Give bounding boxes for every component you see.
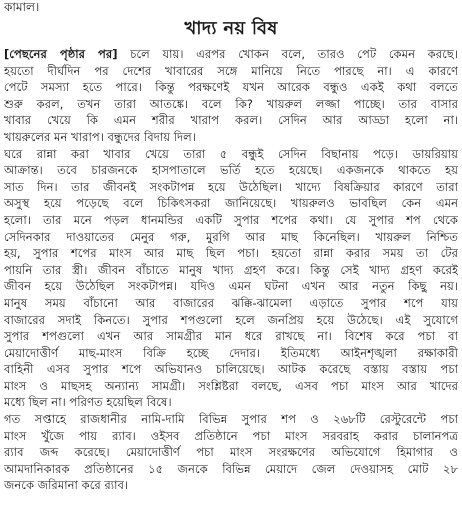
article-line: মাংস ও মাছসহ অন্যান্য সামগ্রী। সংশ্লিষ্টরা বলছে, এসব পচা মাংস আর খাদের — [4, 378, 458, 393]
article-line: হয়তো দীর্ঘদিন পর দেশের খাবারের সঙ্গে মানিয়ে নিতে পারছে না। এ কারণে — [4, 63, 458, 78]
article-line: মেয়াদোত্তীর্ণ মাছ-মাংস বিক্রি হচ্ছে দেদার। ইতিমধ্যে আইনশৃঙ্খলা রক্ষাকারী — [4, 345, 458, 360]
article-line: সাত দিন। তার জীবনই সংকটাপন্ন হয়ে উঠেছিল। খাদ্যে বিষক্রিয়ার কারণে তারা — [4, 179, 458, 194]
article-line: খাবার খেয়ে কি এমন শরীর খারাপ করল। সেদিন আর আড্ডা হলো না। — [4, 113, 458, 128]
article-line: জনকে জরিমানা করে র‍্যাব। — [4, 478, 129, 493]
article-line: গত সপ্তাহে রাজধানীর নামি-দামি বিভিন্ন সুপার শপ ও ২৬৮টি রেস্টুরেন্টে পচা — [4, 412, 458, 427]
previous-article-fragment: কামাল। — [4, 0, 40, 14]
article-line: খায়রুলের মন খারাপ। বন্ধুদের বিদায় দিল। — [4, 129, 196, 144]
article-line: হয়, সুপার শপের মাংস আর মাছ ছিল পচা। হয়তো রান্না করার সময় তা টের — [4, 246, 458, 261]
article-line: বাহিনী এসব সুপার শপে অভিযানও চালিয়েছে। আটক করেছে বস্তায় বস্তায় পচা — [4, 362, 458, 377]
continued-from-back-page-tag: [পেছনের পৃষ্ঠার পর] — [4, 47, 118, 61]
article-line: সেদিনকার দাওয়াতের মেনুর গরু, মুরগি আর মাছ কিনেছিল। খায়রুল নিশ্চিত — [4, 229, 458, 244]
article-line: অসুস্থ হয়ে পড়েছে বলে চিকিৎসকরা জানিয়েছে। খায়রুলও ভাবছিল কেন এমন — [4, 196, 458, 211]
article-line: সুপার শপগুলো এখন আর সামগ্রীর মান ধরে রাখছে না। বিশেষ করে পচা বা — [4, 329, 458, 344]
article-line: [পেছনের পৃষ্ঠার পর] চলে যায়। এরপর খোকন বলে, তারও পেট কেমন করছে। — [4, 47, 458, 61]
article-line: হলো। তার মনে পড়ল ধানমন্ডির একটি সুপার শপের কথা। যে সুপার শপ থেকে — [4, 212, 458, 227]
article-line: মধ্যে ছিল না। পরিণত হয়েছিল বিষে। — [4, 395, 172, 410]
article-line: পেটে সমস্যা হতে পারে। কিন্তু পরক্ষণেই যখন আরেক বন্ধুও একই কথা বলতে — [4, 80, 458, 95]
article-title: খাদ্য নয় বিষ — [184, 18, 278, 39]
article-line: শুরু করল, তখন তারা আতঙ্কে। বলে কি? খায়রুল লজ্জা পাচ্ছে। তার বাসার — [4, 96, 458, 111]
article-line: বাজারের সদাই কিনতে। সুপার শপগুলো হলে জনপ্রিয় হয়ে উঠেছে। এই সুযোগে — [4, 312, 458, 327]
article-body — [4, 46, 458, 494]
article-line: ঘরে রান্না করা খাবার খেয়ে তারা ৫ বন্ধুই সেদিন বিছানায় পড়ে। ডায়রিয়ায় — [4, 146, 458, 161]
article-line: জীবন হয়ে উঠেছিল সংকটাপন্ন। যদিও এমন ঘটনা এখন আর নতুন কিছু নয়। — [4, 279, 458, 294]
article-line: আমদানিকারক প্রতিষ্ঠানের ১৫ জনকে বিভিন্ন মেয়াদে জেল দেওয়াসহ মোট ২৮ — [4, 461, 458, 476]
article-line: পায়নি তার স্ত্রী। জীবন বাঁচাতে মানুষ খাদ্য গ্রহণ করে। কিন্তু সেই খাদ্য গ্রহণ করেই — [4, 262, 458, 277]
article-line: আক্রান্ত। তবে চারজনকে হাসপাতালে ভর্তি হতে হয়েছে। একজনকে থাকতে হয় — [4, 163, 458, 178]
article-line: র‍্যাব জব্দ করেছে। মেয়াদোত্তীর্ণ পচা মাংস সংরক্ষণের অভিযোগে হিমাগার ও — [4, 445, 458, 460]
article-line: মাংস খুঁজে পায় র‍্যাব। ওইসব প্রতিষ্ঠানে পচা মাংস সরবরাহ করার চালানপত্র — [4, 428, 458, 443]
article-line: মানুষ সময় বাঁচানো আর বাজারের ঝক্কি-ঝামেলা এড়াতে সুপার শপে যায় — [4, 295, 458, 310]
